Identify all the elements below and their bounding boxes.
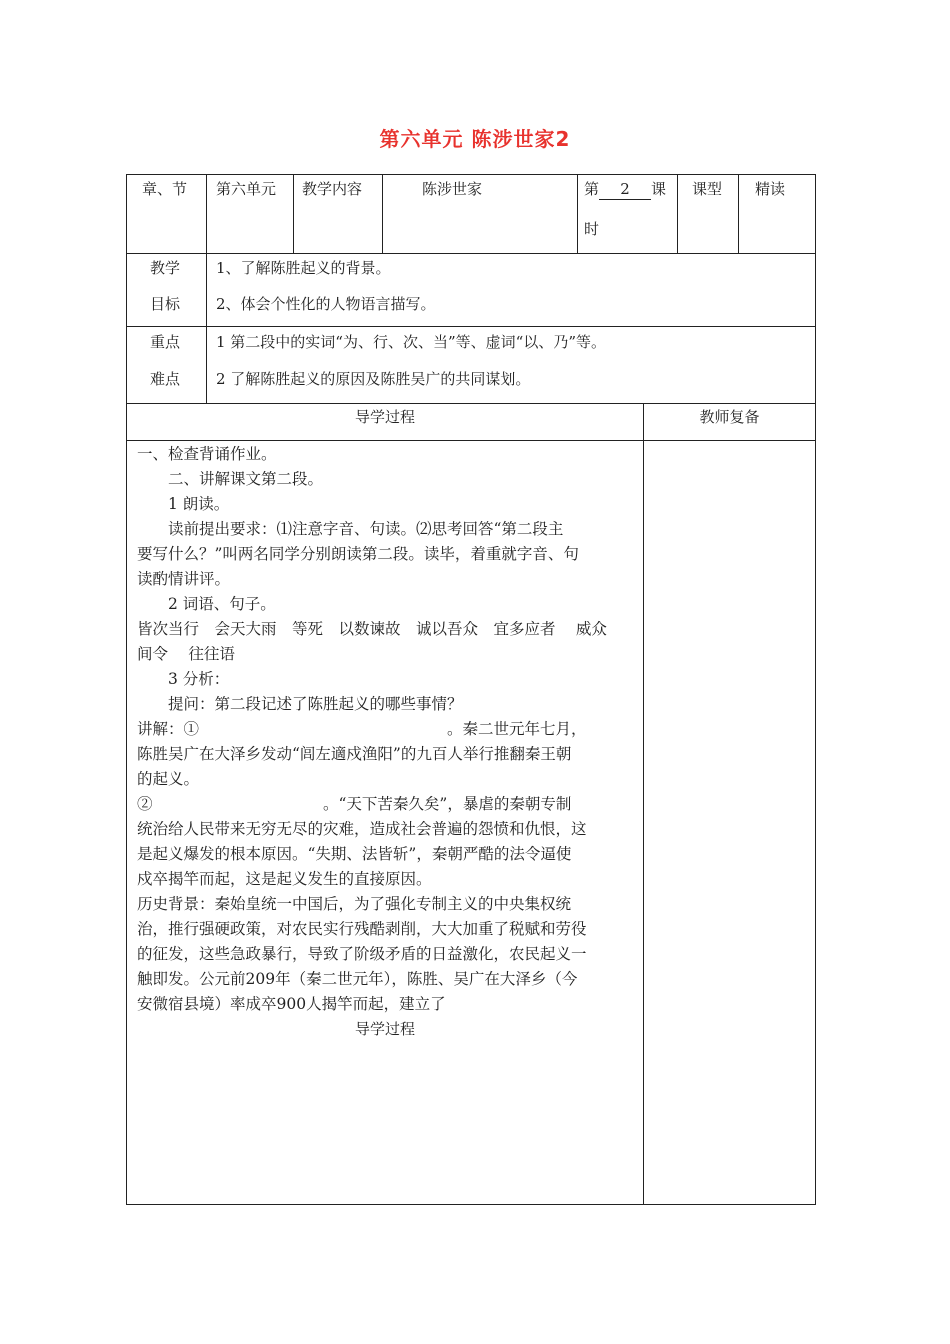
lesson-number-value: 2 — [599, 179, 651, 200]
process-line: 的征发，这些急政暴行，导致了阶级矛盾的日益激化，农民起义一 — [137, 945, 587, 963]
process-line: 提问：第二段记述了陈胜起义的哪些事情？ — [137, 695, 463, 713]
document-title: 第六单元 陈涉世家2 — [379, 127, 571, 151]
process-line: 统治给人民带来无穷无尽的灾难，造成社会普遍的怨愤和仇恨，这 — [137, 820, 587, 838]
process-line: 二、讲解课文第二段。 — [137, 470, 324, 488]
type-label: 课型 — [692, 180, 723, 198]
goal-item: 1、了解陈胜起义的背景。 — [216, 259, 391, 277]
process-line: 一、检查背诵作业。 — [137, 445, 277, 463]
chapter-label: 章、节 — [142, 180, 188, 198]
content-value: 陈涉世家 — [422, 180, 483, 198]
process-line: 1 朗读。 — [137, 495, 230, 513]
process-header: 导学过程 — [354, 408, 415, 426]
process-line: 是起义爆发的根本原因。“失期、法皆斩”，秦朝严酷的法令逼使 — [137, 845, 572, 863]
keypoints-label-2: 难点 — [150, 370, 181, 388]
process-line: 的起义。 — [137, 770, 200, 788]
keypoint-item: 1 第二段中的实词“为、行、次、当”等、虚词“以、乃”等。 — [216, 333, 606, 351]
process-line: 2 词语、句子。 — [137, 595, 276, 613]
process-line: ② 。“天下苦秦久矣”，暴虐的秦朝专制 — [137, 795, 572, 813]
process-line: 间令 往往语 — [137, 645, 235, 663]
keypoints-label-1: 重点 — [150, 333, 181, 351]
process-line: 读前提出要求：⑴注意字音、句读。⑵思考回答“第二段主 — [137, 520, 564, 538]
lesson-prefix: 第 — [584, 180, 600, 198]
process-line: 治，推行强硬政策，对农民实行残酷剥削，大大加重了税赋和劳役 — [137, 920, 587, 938]
process-line: 触即发。公元前209年（秦二世元年），陈胜、吴广在大泽乡（今 — [137, 970, 578, 988]
lesson-suffix: 课 — [651, 180, 667, 198]
process-line: 皆次当行 会天大雨 等死 以数谏故 诚以吾众 宜多应者 威众 — [137, 620, 607, 638]
process-line: 3 分析： — [137, 670, 230, 688]
process-line: 要写什么？”叫两名同学分别朗读第二段。读毕，着重就字音、句 — [137, 545, 579, 563]
goal-item: 2、体会个性化的人物语言描写。 — [216, 295, 436, 313]
process-footer: 导学过程 — [354, 1020, 415, 1038]
process-line: 戍卒揭竿而起，这是起义发生的直接原因。 — [137, 870, 432, 888]
process-line: 陈胜吴广在大泽乡发动“闾左適戍渔阳”的九百人举行推翻秦王朝 — [137, 745, 572, 763]
process-line: 历史背景：秦始皇统一中国后，为了强化专制主义的中央集权统 — [137, 895, 572, 913]
lesson-number — [584, 179, 666, 200]
process-line: 读酌情讲评。 — [137, 570, 231, 588]
process-line: 讲解：① 。秦二世元年七月， — [137, 720, 587, 738]
keypoint-item: 2 了解陈胜起义的原因及陈胜吴广的共同谋划。 — [216, 370, 531, 388]
goals-label-2: 目标 — [150, 295, 181, 313]
content-label: 教学内容 — [302, 180, 363, 198]
process-line: 安微宿县境）率成卒900人揭竿而起，建立了 — [137, 995, 446, 1013]
chapter-value: 第六单元 — [216, 180, 277, 198]
teacher-header: 教师复备 — [699, 408, 760, 426]
goals-label-1: 教学 — [150, 259, 181, 277]
type-value: 精读 — [755, 180, 786, 198]
lesson-suffix-2: 时 — [584, 220, 600, 238]
